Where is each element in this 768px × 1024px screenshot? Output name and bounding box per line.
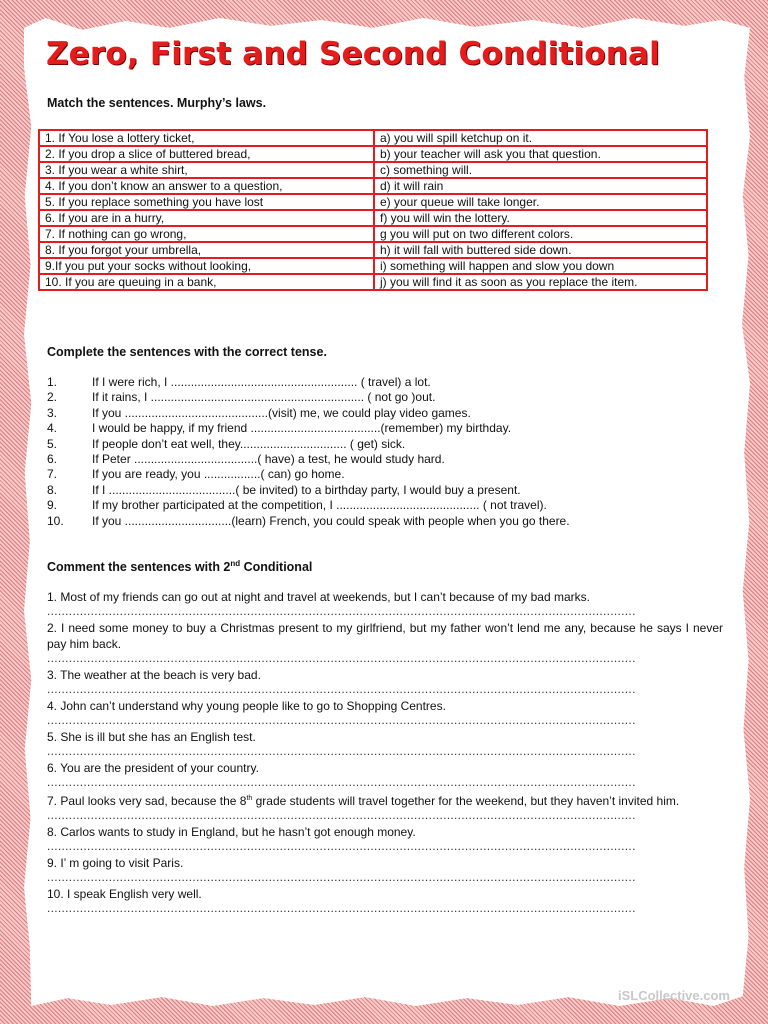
item-number: 2. <box>47 390 58 405</box>
item-number: 3. <box>47 405 58 420</box>
conditional-heading-post: Conditional <box>240 560 313 575</box>
footer-watermark: iSLCollective.com <box>618 988 730 1003</box>
list-item <box>47 698 723 726</box>
match-cell-right: f) you will win the lottery. <box>374 210 707 226</box>
sentence-text: 6. You are the president of your country. <box>47 761 259 775</box>
list-item <box>47 667 723 695</box>
item-text: If you ................................(learn) French, you could speak with people when you go there. <box>92 513 570 528</box>
list-item <box>47 452 570 467</box>
match-cell-left: 4. If you don’t know an answer to a question, <box>39 178 374 194</box>
list-item <box>47 886 723 914</box>
item-number: 6. <box>47 452 58 467</box>
match-cell-left: 9.If you put your socks without looking, <box>39 258 374 274</box>
answer-line[interactable]: .................................................................................................................................................................. <box>47 809 636 821</box>
table-row <box>39 130 707 146</box>
list-item <box>47 406 570 421</box>
item-number: 8. <box>47 482 58 497</box>
match-cell-right: c) something will. <box>374 162 707 178</box>
sentence <box>47 886 723 902</box>
sentence-text: 4. John can’t understand why young people like to go to Shopping Centres. <box>47 699 446 713</box>
answer-line[interactable]: .................................................................................................................................................................. <box>47 714 636 726</box>
item-text: If I ......................................( be invited) to a birthday party, I would buy a present. <box>92 482 521 497</box>
answer-line[interactable]: .................................................................................................................................................................. <box>47 840 636 852</box>
match-cell-right: g you will put on two different colors. <box>374 226 707 242</box>
match-cell-right: a) you will spill ketchup on it. <box>374 130 707 146</box>
sentence <box>47 698 723 714</box>
table-row <box>39 146 707 162</box>
sentence-text: 9. I’ m going to visit Paris. <box>47 856 184 870</box>
sentence <box>47 589 723 605</box>
list-item <box>47 791 723 821</box>
match-table <box>38 129 708 291</box>
sentence-text-cont: grade students will travel together for the weekend, but they haven’t invited him. <box>252 794 680 808</box>
match-cell-left: 2. If you drop a slice of buttered bread, <box>39 146 374 162</box>
match-cell-left: 1. If You lose a lottery ticket, <box>39 130 374 146</box>
item-text: If people don’t eat well, they................................ ( get) sick. <box>92 436 406 451</box>
match-cell-left: 3. If you wear a white shirt, <box>39 162 374 178</box>
list-item <box>47 824 723 852</box>
item-text: If you are ready, you .................( can) go home. <box>92 467 345 482</box>
list-item <box>47 620 723 664</box>
sentence-text: 7. Paul looks very sad, because the 8 <box>47 794 247 808</box>
list-item <box>47 375 570 390</box>
match-cell-left: 10. If you are queuing in a bank, <box>39 274 374 290</box>
item-number: 4. <box>47 421 58 436</box>
answer-line[interactable]: .................................................................................................................................................................. <box>47 652 636 664</box>
sentence <box>47 760 723 776</box>
list-item <box>47 498 570 513</box>
table-row <box>39 178 707 194</box>
match-cell-right: h) it will fall with buttered side down. <box>374 242 707 258</box>
tense-list <box>47 375 570 529</box>
item-text: If it rains, I ................................................................ ( not go )out. <box>92 390 436 405</box>
item-text: If I were rich, I ........................................................ ( travel) a lot. <box>92 375 431 389</box>
item-text: If Peter .....................................( have) a test, he would study hard. <box>92 452 445 467</box>
item-text: I would be happy, if my friend .......................................(remember) my birthday. <box>92 421 512 436</box>
list-item <box>47 421 570 436</box>
match-heading: Match the sentences. Murphy’s laws. <box>47 96 267 110</box>
conditional-heading <box>47 559 312 574</box>
sentence-sup: th <box>246 795 253 802</box>
item-number: 9. <box>47 498 58 513</box>
answer-line[interactable]: .................................................................................................................................................................. <box>47 871 636 883</box>
conditional-heading-sup: nd <box>230 559 241 568</box>
item-number: 1. <box>47 375 58 389</box>
item-number: 10. <box>47 513 64 528</box>
table-row <box>39 274 707 290</box>
match-cell-left: 7. If nothing can go wrong, <box>39 226 374 242</box>
match-cell-right: d) it will rain <box>374 178 707 194</box>
conditional-heading-pre: Comment the sentences with 2 <box>47 560 231 575</box>
tense-heading: Complete the sentences with the correct tense. <box>47 345 327 359</box>
item-number: 5. <box>47 436 58 451</box>
table-row <box>39 242 707 258</box>
list-item <box>47 390 570 405</box>
sentence-text: 5. She is ill but she has an English test. <box>47 730 256 744</box>
item-text: If you ...........................................(visit) me, we could play video games. <box>92 405 471 420</box>
table-row <box>39 194 707 210</box>
table-row <box>39 226 707 242</box>
list-item <box>47 855 723 883</box>
answer-line[interactable]: .................................................................................................................................................................. <box>47 605 636 617</box>
sentence <box>47 855 723 871</box>
match-cell-right: j) you will find it as soon as you replace the item. <box>374 274 707 290</box>
list-item <box>47 467 570 482</box>
answer-line[interactable]: .................................................................................................................................................................. <box>47 776 636 788</box>
match-cell-left: 6. If you are in a hurry, <box>39 210 374 226</box>
list-item <box>47 483 570 498</box>
match-cell-right: e) your queue will take longer. <box>374 194 707 210</box>
match-cell-right: b) your teacher will ask you that question. <box>374 146 707 162</box>
list-item <box>47 589 723 617</box>
answer-line[interactable]: .................................................................................................................................................................. <box>47 902 636 914</box>
list-item <box>47 514 570 529</box>
match-cell-left: 5. If you replace something you have lost <box>39 194 374 210</box>
answer-line[interactable]: .................................................................................................................................................................. <box>47 683 636 695</box>
sentence <box>47 620 723 652</box>
item-text: If my brother participated at the competition, I ........................................... ( not travel). <box>92 498 547 513</box>
list-item <box>47 729 723 757</box>
sentence-text: 1. Most of my friends can go out at night and travel at weekends, but I can’t because of my bad marks. <box>47 590 590 604</box>
table-row <box>39 162 707 178</box>
sentence-text: 8. Carlos wants to study in England, but he hasn’t got enough money. <box>47 825 416 839</box>
table-row <box>39 210 707 226</box>
sentence-text: 2. I need some money to buy a Christmas present to my girlfriend, but my father won’t lend me any, because he says I never pay him back. <box>47 621 723 651</box>
answer-line[interactable]: .................................................................................................................................................................. <box>47 745 636 757</box>
match-cell-right: i) something will happen and slow you down <box>374 258 707 274</box>
sentence <box>47 667 723 683</box>
sentence-text: 3. The weather at the beach is very bad. <box>47 668 261 682</box>
sentence <box>47 824 723 840</box>
list-item <box>47 760 723 788</box>
table-row <box>39 258 707 274</box>
sentence <box>47 729 723 745</box>
page-title: Zero, First and Second Conditional <box>46 36 660 72</box>
sentence <box>47 791 723 809</box>
comment-list <box>47 589 723 917</box>
match-cell-left: 8. If you forgot your umbrella, <box>39 242 374 258</box>
item-number: 7. <box>47 467 58 482</box>
sentence-text: 10. I speak English very well. <box>47 887 202 901</box>
list-item <box>47 437 570 452</box>
